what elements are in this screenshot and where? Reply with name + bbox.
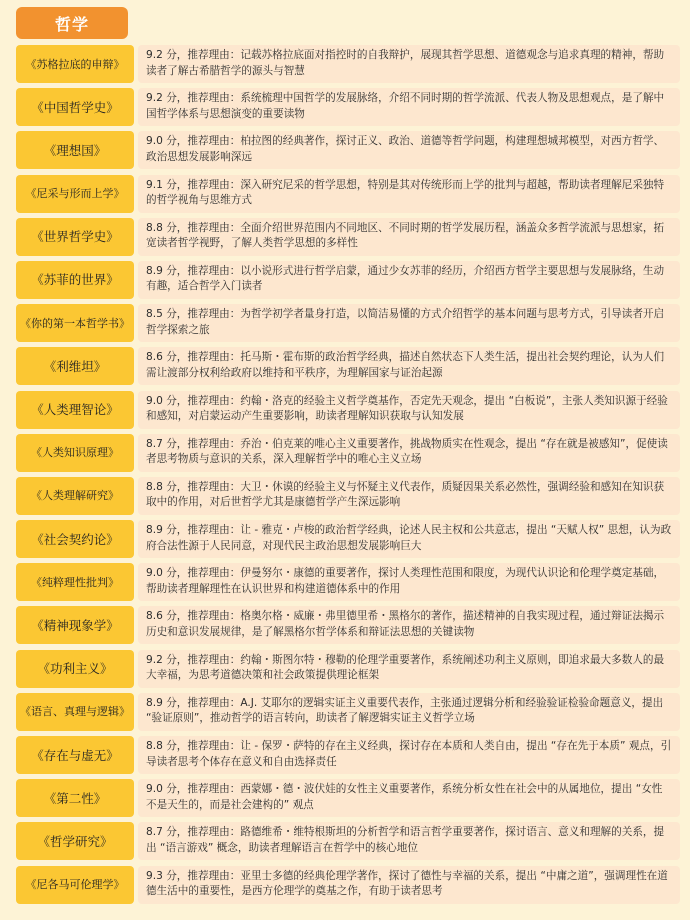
book-description: 8.8 分，推荐理由：全面介绍世界范围内不同地区、不同时期的哲学发展历程，涵盖众多哲学流派与思想家，拓宽读者哲学视野，了解人类哲学思想的多样性 bbox=[138, 218, 680, 256]
book-description: 8.5 分，推荐理由：为哲学初学者量身打造，以简洁易懂的方式介绍哲学的基本问题与思考方式，引导读者开启哲学探索之旅 bbox=[138, 304, 680, 342]
book-title: 《苏菲的世界》 bbox=[16, 261, 134, 299]
book-title: 《语言、真理与逻辑》 bbox=[16, 693, 134, 731]
book-title: 《纯粹理性批判》 bbox=[16, 563, 134, 601]
book-description: 9.0 分，推荐理由：约翰・洛克的经验主义哲学奠基作，否定先天观念，提出 “白板说”，主张人类知识源于经验和感知，对启蒙运动产生重要影响，助读者理解知识获取与认知发展 bbox=[138, 391, 680, 429]
book-row bbox=[16, 347, 680, 385]
book-description: 8.9 分，推荐理由：以小说形式进行哲学启蒙，通过少女苏菲的经历，介绍西方哲学主要思想与发展脉络，生动有趣，适合哲学入门读者 bbox=[138, 261, 680, 299]
book-row bbox=[16, 218, 680, 256]
book-title: 《尼采与形而上学》 bbox=[16, 175, 134, 213]
book-description: 8.9 分，推荐理由：A.J. 艾耶尔的逻辑实证主义重要代表作，主张通过逻辑分析和经验验证检验命题意义，提出 “验证原则”，推动哲学的语言转向，助读者了解逻辑实证主义哲学立场 bbox=[138, 693, 680, 731]
book-title: 《中国哲学史》 bbox=[16, 88, 134, 126]
book-row bbox=[16, 650, 680, 688]
book-title: 《哲学研究》 bbox=[16, 822, 134, 860]
book-list bbox=[16, 45, 680, 909]
book-row bbox=[16, 261, 680, 299]
book-title: 《存在与虚无》 bbox=[16, 736, 134, 774]
book-row bbox=[16, 477, 680, 515]
book-row bbox=[16, 45, 680, 83]
book-row bbox=[16, 434, 680, 472]
book-description: 8.9 分，推荐理由：让 - 雅克・卢梭的政治哲学经典，论述人民主权和公共意志，提出 “天赋人权” 思想，认为政府合法性源于人民同意，对现代民主政治思想发展影响巨大 bbox=[138, 520, 680, 558]
book-row bbox=[16, 822, 680, 860]
book-description: 8.6 分，推荐理由：格奥尔格・威廉・弗里德里希・黑格尔的著作，描述精神的自我实现过程，通过辩证法揭示历史和意识发展规律，是了解黑格尔哲学体系和辩证法思想的关键读物 bbox=[138, 606, 680, 644]
book-title: 《社会契约论》 bbox=[16, 520, 134, 558]
book-row bbox=[16, 131, 680, 169]
book-description: 9.2 分，推荐理由：系统梳理中国哲学的发展脉络，介绍不同时期的哲学流派、代表人物及思想观点，是了解中国哲学体系与思想演变的重要读物 bbox=[138, 88, 680, 126]
book-description: 9.0 分，推荐理由：西蒙娜・德・波伏娃的女性主义重要著作，系统分析女性在社会中的从属地位，提出 “女性不是天生的，而是社会建构的” 观点 bbox=[138, 779, 680, 817]
book-description: 9.3 分，推荐理由：亚里士多德的经典伦理学著作，探讨了德性与幸福的关系，提出 “中庸之道”，强调理性在道德生活中的重要性，是西方伦理学的奠基之作，有助于读者思考 bbox=[138, 866, 680, 904]
book-row bbox=[16, 606, 680, 644]
book-row bbox=[16, 88, 680, 126]
book-description: 8.8 分，推荐理由：大卫・休谟的经验主义与怀疑主义代表作，质疑因果关系必然性，强调经验和感知在知识获取中的作用，对后世哲学尤其是康德哲学产生深远影响 bbox=[138, 477, 680, 515]
book-row bbox=[16, 693, 680, 731]
section-title-tab: 哲学 bbox=[16, 7, 128, 39]
book-row bbox=[16, 175, 680, 213]
book-row bbox=[16, 736, 680, 774]
book-title: 《人类理解研究》 bbox=[16, 477, 134, 515]
book-description: 8.6 分，推荐理由：托马斯・霍布斯的政治哲学经典，描述自然状态下人类生活，提出社会契约理论，认为人们需让渡部分权利给政府以维持和平秩序，为理解国家与证治起源 bbox=[138, 347, 680, 385]
book-row bbox=[16, 779, 680, 817]
book-row bbox=[16, 866, 680, 904]
book-description: 9.2 分，推荐理由：记载苏格拉底面对指控时的自我辩护，展现其哲学思想、道德观念与追求真理的精神，帮助读者了解古希腊哲学的源头与智慧 bbox=[138, 45, 680, 83]
book-description: 8.7 分，推荐理由：路德维希・维特根斯坦的分析哲学和语言哲学重要著作，探讨语言、意义和理解的关系，提出 “语言游戏” 概念，助读者理解语言在哲学中的核心地位 bbox=[138, 822, 680, 860]
book-row bbox=[16, 563, 680, 601]
book-title: 《利维坦》 bbox=[16, 347, 134, 385]
book-title: 《功利主义》 bbox=[16, 650, 134, 688]
book-title: 《尼各马可伦理学》 bbox=[16, 866, 134, 904]
book-title: 《第二性》 bbox=[16, 779, 134, 817]
book-title: 《人类知识原理》 bbox=[16, 434, 134, 472]
book-title: 《世界哲学史》 bbox=[16, 218, 134, 256]
book-row bbox=[16, 520, 680, 558]
book-description: 9.0 分，推荐理由：伊曼努尔・康德的重要著作，探讨人类理性范围和限度，为现代认识论和伦理学奠定基础，帮助读者理解理性在认识世界和构建道德体系中的作用 bbox=[138, 563, 680, 601]
book-title: 《精神现象学》 bbox=[16, 606, 134, 644]
book-description: 9.0 分，推荐理由：柏拉图的经典著作，探讨正义、政治、道德等哲学问题，构建理想城邦模型，对西方哲学、政治思想发展影响深远 bbox=[138, 131, 680, 169]
book-title: 《苏格拉底的申辩》 bbox=[16, 45, 134, 83]
book-row bbox=[16, 304, 680, 342]
book-title: 《人类理智论》 bbox=[16, 391, 134, 429]
book-description: 8.7 分，推荐理由：乔治・伯克莱的唯心主义重要著作，挑战物质实在性观念，提出 “存在就是被感知”，促使读者思考物质与意识的关系，深入理解哲学中的唯心主义立场 bbox=[138, 434, 680, 472]
book-description: 8.8 分，推荐理由：让 - 保罗・萨特的存在主义经典，探讨存在本质和人类自由，提出 “存在先于本质” 观点，引导读者思考个体存在意义和自由选择责任 bbox=[138, 736, 680, 774]
book-title: 《你的第一本哲学书》 bbox=[16, 304, 134, 342]
book-row bbox=[16, 391, 680, 429]
book-title: 《理想国》 bbox=[16, 131, 134, 169]
book-description: 9.2 分，推荐理由：约翰・斯图尔特・穆勒的伦理学重要著作，系统阐述功利主义原则，即追求最大多数人的最大幸福，为思考道德决策和社会政策提供理论框架 bbox=[138, 650, 680, 688]
book-description: 9.1 分，推荐理由：深入研究尼采的哲学思想，特别是其对传统形而上学的批判与超越，帮助读者理解尼采独特的哲学视角与思维方式 bbox=[138, 175, 680, 213]
